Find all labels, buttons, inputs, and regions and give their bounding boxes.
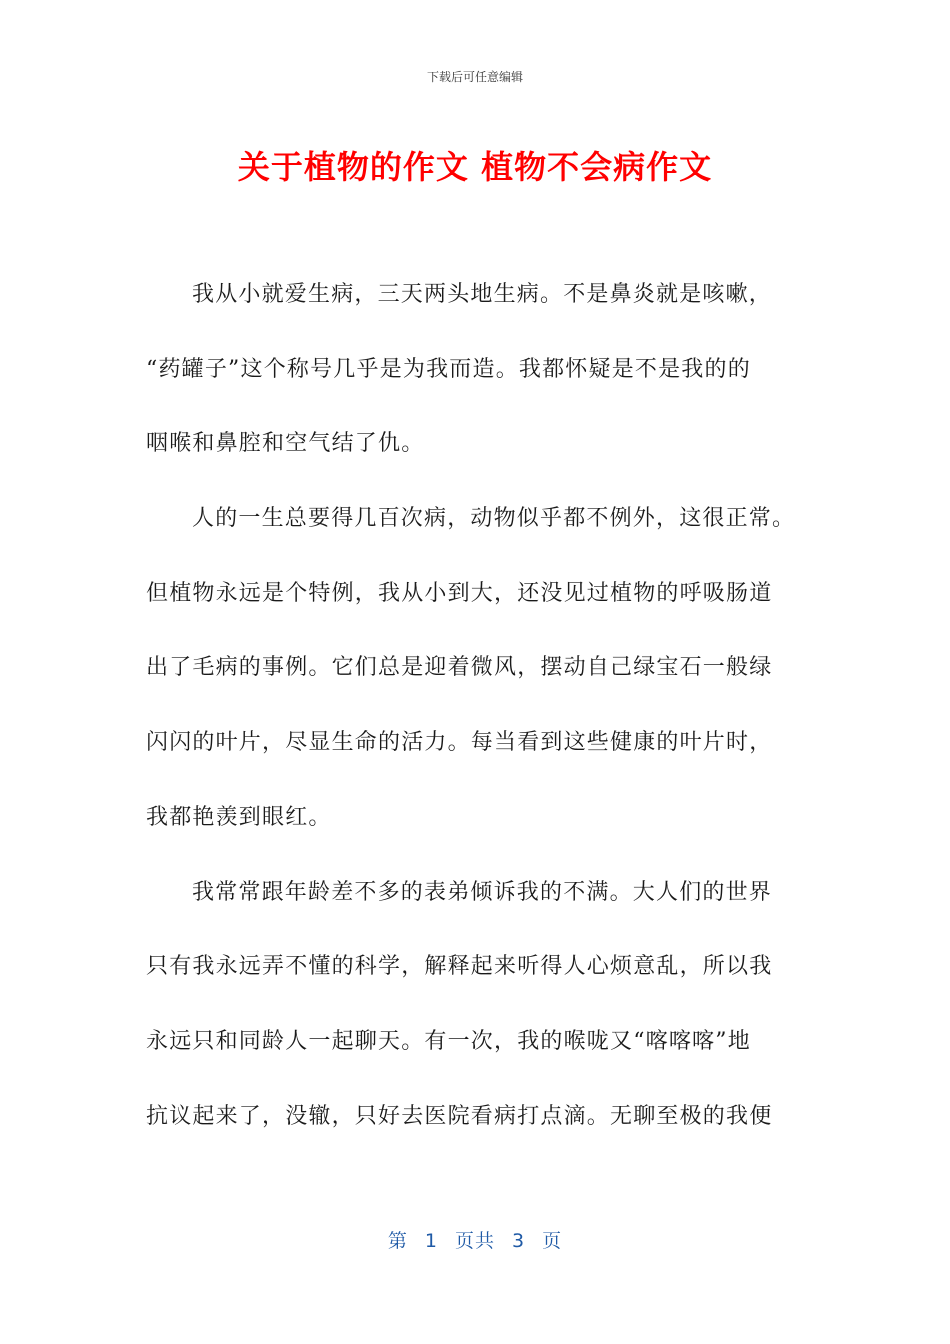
paragraph-line: 我都艳羡到眼红。 [146, 804, 332, 830]
page-number-footer: 第 1 页共 3 页 [387, 1230, 563, 1252]
document-title: 关于植物的作文 植物不会病作文 [237, 148, 713, 186]
paragraph-line: 只有我永远弄不懂的科学，解释起来听得人心烦意乱，所以我 [146, 954, 773, 980]
paragraph-line: “药罐子”这个称号几乎是为我而造。我都怀疑是不是我的的 [146, 356, 751, 382]
paragraph-line: 抗议起来了，没辙，只好去医院看病打点滴。无聊至极的我便 [146, 1103, 773, 1129]
paragraph-line: 咽喉和鼻腔和空气结了仇。 [146, 431, 425, 457]
paragraph-line: 永远只和同龄人一起聊天。有一次，我的喉咙又“喀喀喀”地 [146, 1028, 751, 1054]
paragraph-line: 但植物永远是个特例，我从小到大，还没见过植物的呼吸肠道 [146, 580, 773, 606]
paragraph-line: 人的一生总要得几百次病，动物似乎都不例外，这很正常。 [192, 506, 796, 532]
paragraph-line: 我从小就爱生病，三天两头地生病。不是鼻炎就是咳嗽， [192, 282, 773, 307]
paragraph-line: 闪闪的叶片，尽显生命的活力。每当看到这些健康的叶片时， [146, 730, 773, 756]
header-note: 下载后可任意编辑 [426, 70, 523, 84]
document-body [146, 270, 796, 1166]
paragraph-line: 出了毛病的事例。它们总是迎着微风，摆动自己绿宝石一般绿 [146, 655, 773, 681]
paragraph-line: 我常常跟年龄差不多的表弟倾诉我的不满。大人们的世界 [192, 879, 773, 905]
